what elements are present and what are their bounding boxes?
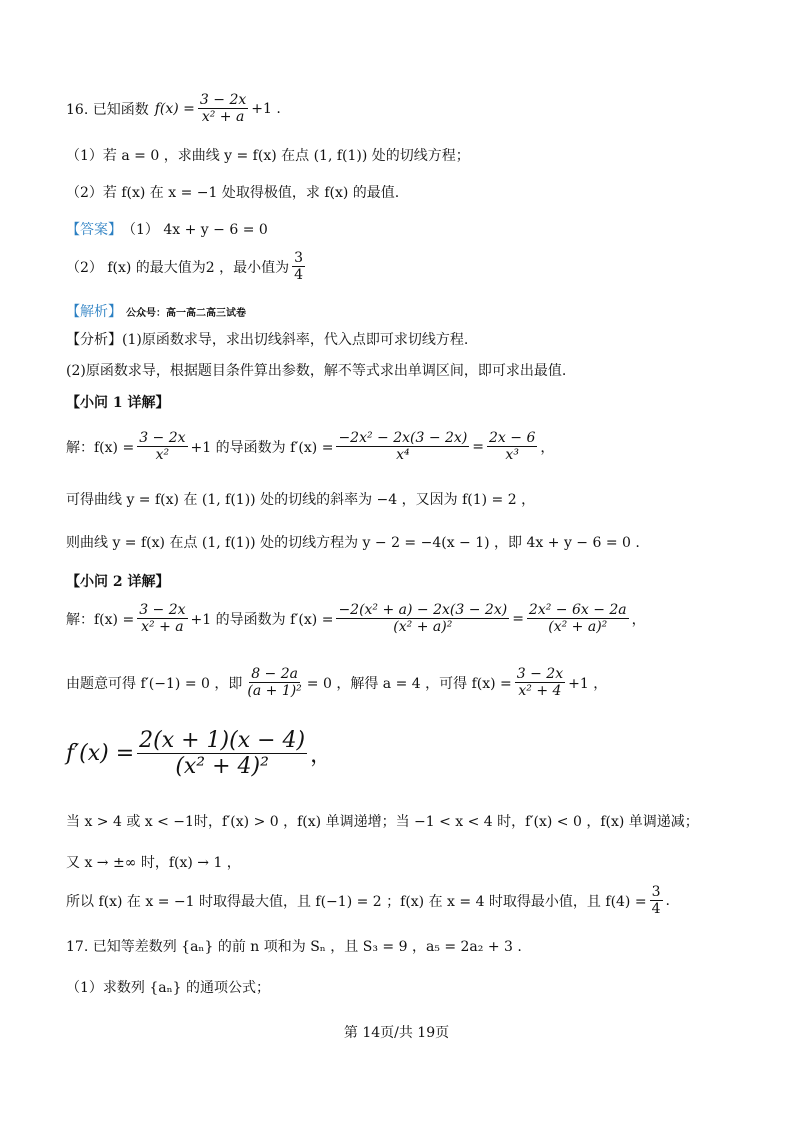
solution-text: +1 的导函数为 f′(x) =: [190, 439, 334, 456]
fraction: [650, 884, 663, 917]
solution-2-factored-derivative: [66, 728, 332, 780]
solution-text: f′(x) =: [66, 741, 135, 767]
question-17: 17. 已知等差数列 {aₙ} 的前 n 项和为 Sₙ ，且 S₃ = 9 ，a₅ = 2a₂ + 3 .: [66, 939, 522, 955]
fraction-denominator: 4: [651, 901, 661, 918]
answer-line-2: [66, 250, 308, 283]
solution-1-derivative: [66, 430, 554, 463]
fraction-numerator: 2x² − 6x − 2a: [528, 602, 627, 618]
question-16-text: 16. 已知函数: [66, 101, 149, 118]
answer-label: 【答案】: [66, 222, 122, 238]
fraction-numerator: 3 − 2x: [199, 92, 247, 108]
fraction-numerator: −2x² − 2x(3 − 2x): [338, 430, 468, 446]
fraction-denominator: x² + a: [141, 619, 184, 636]
equals-sign: =: [512, 610, 524, 627]
fraction-denominator: 4: [294, 267, 304, 284]
question-16-fx: f(x) =: [154, 100, 195, 117]
page-footer: 第 14页/共 19页: [343, 1025, 450, 1041]
fraction-numerator: 3: [651, 884, 661, 900]
solution-text: ，: [540, 439, 555, 456]
analysis-summary-2: (2)原函数求导，根据题目条件算出参数，解不等式求出单调区间，即可求出最值.: [66, 363, 567, 379]
solution-2-derivative: [66, 602, 646, 635]
fraction-numerator: 2x − 6: [489, 430, 536, 446]
question-16-fraction: [198, 92, 248, 125]
fraction-numerator: 2(x + 1)(x − 4): [139, 728, 306, 753]
fraction-numerator: 3: [294, 250, 304, 266]
fraction-denominator: x⁴: [396, 447, 410, 464]
fraction: [336, 602, 509, 635]
fraction: [245, 666, 303, 699]
solution-text: +1 的导函数为 f′(x) =: [190, 611, 334, 628]
fraction: [527, 602, 629, 635]
fraction-numerator: 3 − 2x: [139, 602, 186, 618]
solution-text: 解：f(x) =: [66, 611, 135, 628]
solution-text: 由题意可得 f′(−1) = 0 ，即: [66, 675, 243, 692]
answer-part-1: （1） 4x + y − 6 = 0: [122, 222, 268, 238]
solution-text: ，: [631, 611, 646, 628]
question-16-part-1: （1）若 a = 0 ，求曲线 y = f(x) 在点 (1, f(1)) 处的切线方程；: [66, 148, 470, 164]
question-17-part-1: （1）求数列 {aₙ} 的通项公式；: [66, 980, 271, 996]
fraction: [137, 728, 307, 780]
fraction: [336, 430, 469, 463]
solution-text: = 0 ，解得 a = 4 ，可得 f(x) =: [306, 675, 512, 692]
solution-2-monotonicity: 当 x > 4 或 x < −1时，f′(x) > 0 ，f(x) 单调递增；当 −1 < x < 4 时，f′(x) < 0 ，f(x) 单调递减；: [66, 814, 699, 830]
fraction-denominator: x³: [505, 447, 519, 464]
fraction-numerator: 8 − 2a: [251, 666, 298, 682]
fraction-denominator: x²: [155, 447, 170, 464]
solution-1-tangent: 则曲线 y = f(x) 在点 (1, f(1)) 处的切线方程为 y − 2 = −4(x − 1) ，即 4x + y − 6 = 0 .: [66, 535, 640, 551]
fraction-denominator: (x² + a)²: [548, 619, 608, 636]
question-16-part-2: （2）若 f(x) 在 x = −1 处取得极值，求 f(x) 的最值.: [66, 185, 400, 201]
solution-2-parameter: [66, 666, 607, 699]
analysis-line: [66, 301, 246, 321]
sub-question-1-heading: 【小问 1 详解】: [66, 395, 170, 411]
analysis-label: 【解析】: [66, 304, 122, 320]
solution-2-extrema: [66, 884, 670, 917]
fraction-denominator: (a + 1)²: [247, 683, 302, 700]
answer-line-1: [66, 219, 268, 239]
answer-min-fraction: [292, 250, 305, 283]
fraction: [137, 430, 187, 463]
solution-2-limit: 又 x → ±∞ 时，f(x) → 1 ，: [66, 855, 241, 871]
analysis-source: 公众号：高一高二高三试卷: [126, 307, 246, 319]
solution-text: 解：f(x) =: [66, 439, 135, 456]
question-16: [66, 92, 281, 125]
fraction-numerator: −2(x² + a) − 2x(3 − 2x): [338, 602, 508, 618]
fraction-denominator: x² + a: [201, 109, 245, 126]
solution-text: 所以 f(x) 在 x = −1 时取得最大值，且 f(−1) = 2 ；f(x) 在 x = 4 时取得最小值，且 f(4) =: [66, 893, 647, 910]
solution-text: .: [665, 892, 670, 909]
fraction: [487, 430, 537, 463]
fraction-denominator: (x² + 4)²: [175, 754, 269, 780]
solution-1-slope: 可得曲线 y = f(x) 在 (1, f(1)) 处的切线的斜率为 −4 ，又因为 f(1) = 2 ，: [66, 492, 536, 508]
fraction-numerator: 3 − 2x: [516, 666, 564, 682]
fraction: [515, 666, 565, 699]
solution-text: ，: [310, 743, 333, 769]
answer-part-2: （2） f(x) 的最大值为2 ，最小值为: [66, 259, 290, 276]
fraction: [137, 602, 187, 635]
fraction-denominator: (x² + a)²: [393, 619, 453, 636]
fraction-denominator: x² + 4: [518, 683, 562, 700]
analysis-summary-1: 【分析】(1)原函数求导，求出切线斜率，代入点即可求切线方程.: [66, 332, 469, 348]
equals-sign: =: [472, 438, 485, 455]
solution-text: +1 ，: [568, 675, 608, 692]
question-16-tail: +1 .: [251, 100, 281, 117]
sub-question-2-heading: 【小问 2 详解】: [66, 574, 170, 590]
fraction-numerator: 3 − 2x: [139, 430, 186, 446]
